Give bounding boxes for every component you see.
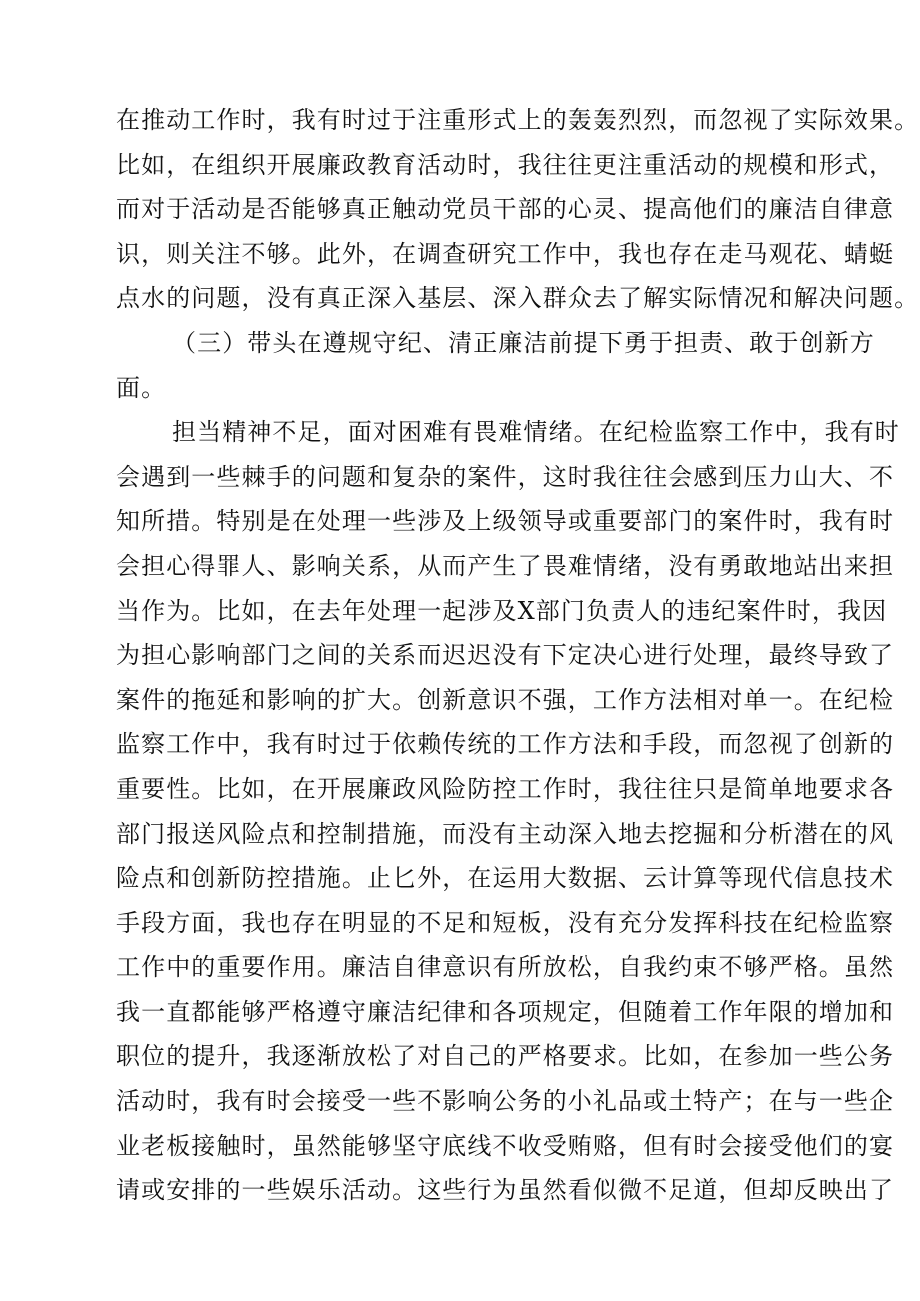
text-line: 手段方面，我也存在明显的不足和短板，没有充分发挥科技在纪检监察 <box>116 908 895 937</box>
document-body <box>116 98 920 1213</box>
text-line: 我一直都能够严格遵守廉洁纪律和各项规定，但随着工作年限的增加和 <box>116 997 895 1026</box>
text-line: 险点和创新防控措施。止匕外，在运用大数据、云计算等现代信息技术 <box>116 864 895 893</box>
text-line: 业老板接触时，虽然能够坚守底线不收受贿赂，但有时会接受他们的宴 <box>116 1131 895 1160</box>
text-line: 比如，在组织开展廉政教育活动时，我往往更注重活动的规模和形式， <box>116 150 895 179</box>
text-line: 当作为。比如，在去年处理一起涉及X部门负责人的违纪案件时，我因 <box>116 596 888 625</box>
section-heading: （三）带头在遵规守纪、清正廉洁前提下勇于担责、敢于创新方 <box>172 328 875 357</box>
text-line: 重要性。比如，在开展廉政风险防控工作时，我往往只是简单地要求各 <box>116 774 895 803</box>
text-line: 监察工作中，我有时过于依赖传统的工作方法和手段，而忽视了创新的 <box>116 730 895 759</box>
text-line: 工作中的重要作用。廉洁自律意识有所放松，自我约束不够严格。虽然 <box>116 953 895 982</box>
paragraph-first-line: 担当精神不足，面对困难有畏难情绪。在纪检监察工作中，我有时 <box>172 418 900 447</box>
text-line: 会担心得罪人、影响关系，从而产生了畏难情绪，没有勇敢地站出来担 <box>116 551 895 580</box>
text-line: 在推动工作时，我有时过于注重形式上的轰轰烈烈，而忽视了实际效果。 <box>116 106 920 134</box>
text-line: 活动时，我有时会接受一些不影响公务的小礼品或土特产；在与一些企 <box>116 1087 895 1116</box>
text-line: 会遇到一些棘手的问题和复杂的案件，这时我往往会感到压力山大、不 <box>116 462 895 491</box>
text-line: 请或安排的一些娱乐活动。这些行为虽然看似微不足道，但却反映出了 <box>116 1176 895 1205</box>
section-heading-continuation: 面。 <box>116 373 167 402</box>
text-line: 案件的拖延和影响的扩大。创新意识不强，工作方法相对单一。在纪检 <box>116 685 895 714</box>
text-line: 部门报送风险点和控制措施，而没有主动深入地去挖掘和分析潜在的风 <box>116 819 895 848</box>
text-line: 而对于活动是否能够真正触动党员干部的心灵、提高他们的廉洁自律意 <box>116 195 895 224</box>
text-line: 知所措。特别是在处理一些涉及上级领导或重要部门的案件时，我有时 <box>116 507 895 536</box>
text-line: 识，则关注不够。此外，在调查研究工作中，我也存在走马观花、蜻蜓 <box>116 239 895 268</box>
text-line: 职位的提升，我逐渐放松了对自己的严格要求。比如，在参加一些公务 <box>116 1042 895 1071</box>
text-line: 为担心影响部门之间的关系而迟迟没有下定决心进行处理，最终导致了 <box>116 641 895 670</box>
text-line: 点水的问题，没有真正深入基层、深入群众去了解实际情况和解决问题。 <box>116 284 920 313</box>
